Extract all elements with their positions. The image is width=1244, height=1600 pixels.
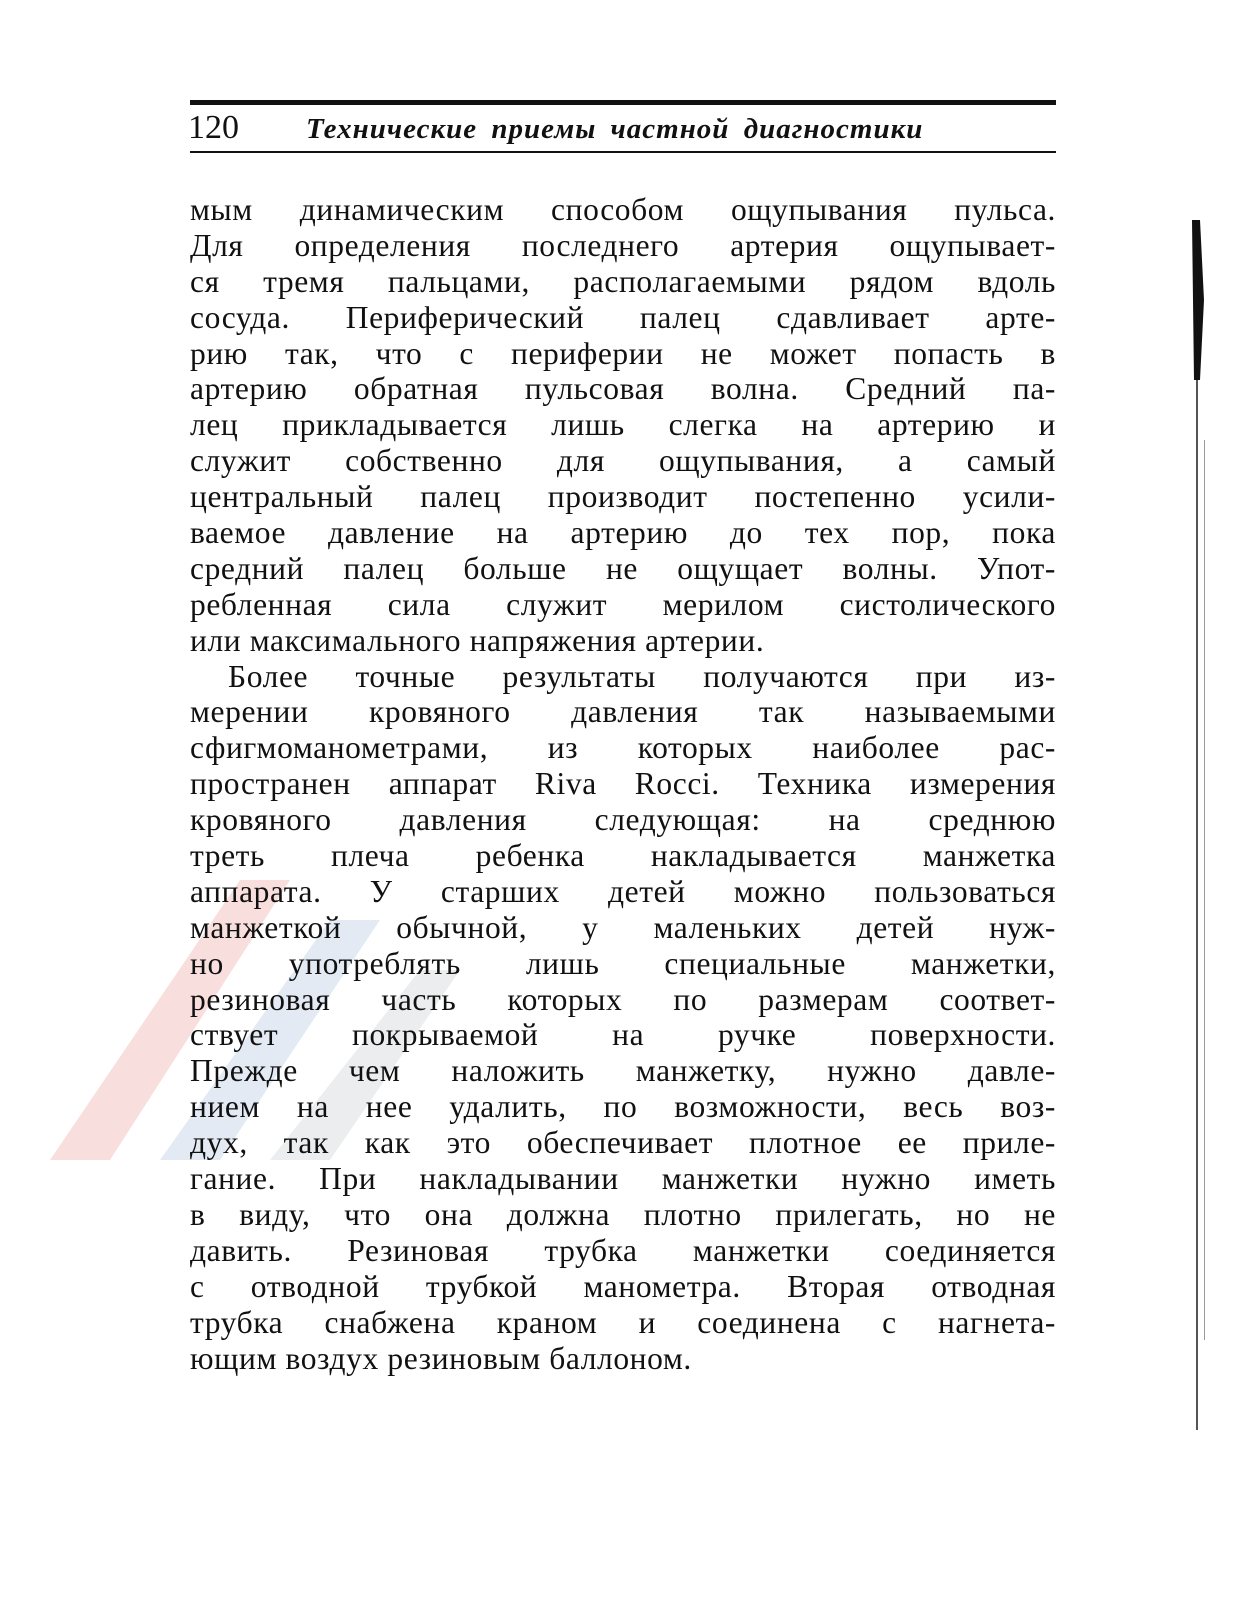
text-line: центральный палец производит постепенно усили- xyxy=(190,479,1056,515)
text-line: давить. Резиновая трубка манжетки соединяется xyxy=(190,1232,1056,1268)
text-line: лец прикладывается лишь слегка на артерию и xyxy=(190,407,1056,443)
text-line: резиновая часть которых по размерам соответ- xyxy=(190,981,1056,1017)
text-line: ющим воздух резиновым баллоном. xyxy=(190,1340,692,1376)
header-rule-top xyxy=(190,100,1056,105)
text-line: Более точные результаты получаются при из- xyxy=(228,658,1056,694)
text-line: кровяного давления следующая: на среднюю xyxy=(190,802,1056,838)
text-line: или максимального напряжения артерии. xyxy=(190,622,765,658)
text-line: с отводной трубкой манометра. Вторая отводная xyxy=(190,1268,1056,1304)
text-line: Для определения последнего артерия ощупывает- xyxy=(190,227,1056,263)
body-text xyxy=(190,192,1056,1376)
paragraph-1 xyxy=(190,192,1056,659)
text-line: дух, так как это обеспечивает плотное ее приле- xyxy=(190,1125,1056,1161)
page-number: 120 xyxy=(188,109,239,146)
text-line: мым динамическим способом ощупывания пульса. xyxy=(190,192,1056,227)
text-line: пространен аппарат Riva Rocci. Техника измерения xyxy=(190,766,1056,802)
text-line: нием на нее удалить, по возможности, весь воз- xyxy=(190,1089,1056,1125)
text-line: артерию обратная пульсовая волна. Средний па- xyxy=(190,371,1056,407)
paragraph-2 xyxy=(190,659,1056,1377)
text-line: средний палец больше не ощущает волны. Упот- xyxy=(190,550,1056,586)
text-line: но употреблять лишь специальные манжетки, xyxy=(190,945,1056,981)
text-line: мерении кровяного давления так называемыми xyxy=(190,694,1056,730)
text-line: Прежде чем наложить манжетку, нужно давле- xyxy=(190,1053,1056,1089)
text-line: в виду, что она должна плотно прилегать, но не xyxy=(190,1196,1056,1232)
text-line: трубка снабжена краном и соединена с нагнета- xyxy=(190,1304,1056,1340)
running-head: Технические приемы частной диагностики xyxy=(306,113,924,145)
text-line: манжеткой обычной, у маленьких детей нуж- xyxy=(190,909,1056,945)
text-line: ствует покрываемой на ручке поверхности. xyxy=(190,1017,1056,1053)
header-rule-bottom xyxy=(190,151,1056,153)
text-line: ся тремя пальцами, располагаемыми рядом вдоль xyxy=(190,263,1056,299)
text-line: ваемое давление на артерию до тех пор, пока xyxy=(190,515,1056,551)
text-line: сосуда. Периферический палец сдавливает арте- xyxy=(190,299,1056,335)
text-line: ребленная сила служит мерилом систолического xyxy=(190,586,1056,622)
text-line: служит собственно для ощупывания, а самый xyxy=(190,443,1056,479)
text-line: треть плеча ребенка накладывается манжетка xyxy=(190,838,1056,874)
text-line: сфигмоманометрами, из которых наиболее рас- xyxy=(190,730,1056,766)
text-line: рию так, что с периферии не может попасть в xyxy=(190,335,1056,371)
binding-edge-shadow xyxy=(1170,180,1230,1480)
text-line: гание. При накладывании манжетки нужно иметь xyxy=(190,1161,1056,1197)
text-line: аппарата. У старших детей можно пользоваться xyxy=(190,873,1056,909)
